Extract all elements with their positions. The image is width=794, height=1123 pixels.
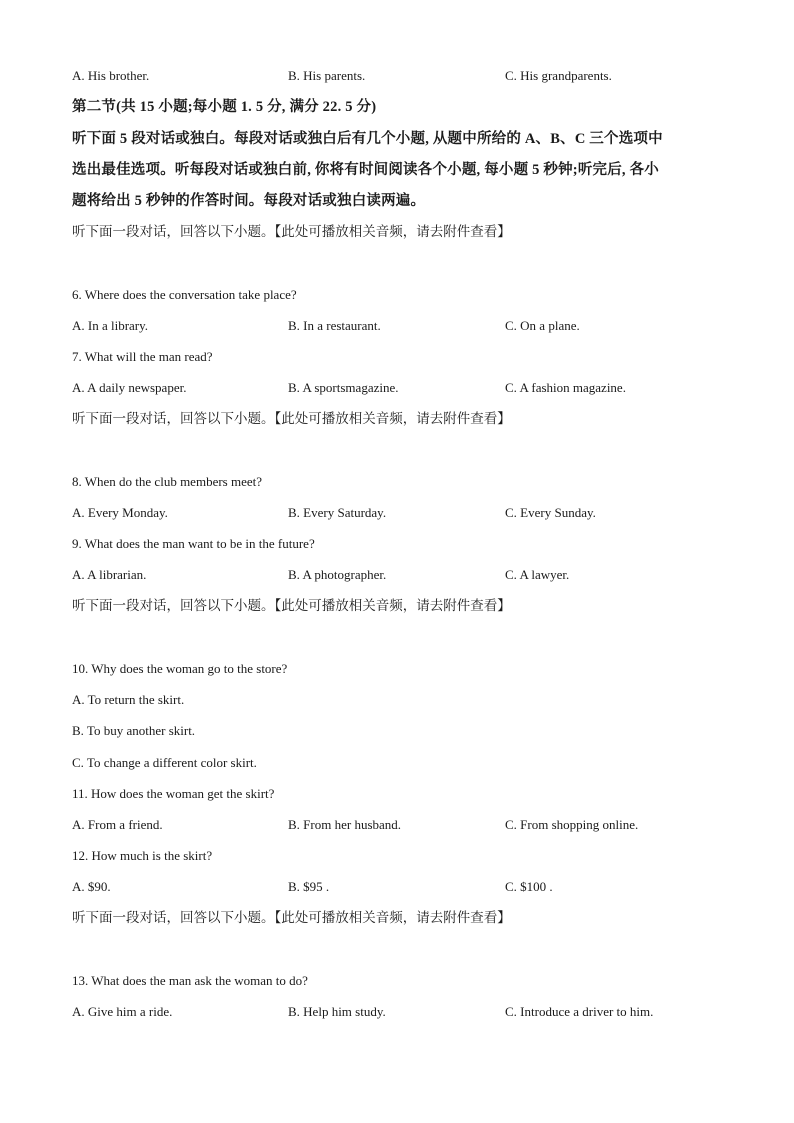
- option-a: A. In a library.: [72, 318, 149, 333]
- question-7-options: [0, 380, 794, 396]
- question-8-options: [0, 505, 794, 521]
- option-b: B. From her husband.: [288, 817, 402, 832]
- option-c: C. Introduce a driver to him.: [505, 1004, 654, 1019]
- option-a: A. A daily newspaper.: [72, 380, 187, 395]
- question-6-options: [0, 318, 794, 334]
- question-10-option-a: A. To return the skirt.: [72, 692, 185, 707]
- option-b: B. His parents.: [288, 68, 366, 83]
- option-b: B. In a restaurant.: [288, 318, 381, 333]
- question-11: 11. How does the woman get the skirt?: [72, 786, 275, 801]
- option-a: A. $90.: [72, 879, 111, 894]
- option-a: A. Give him a ride.: [72, 1004, 173, 1019]
- option-c: C. From shopping online.: [505, 817, 639, 832]
- option-a: A. A librarian.: [72, 567, 147, 582]
- question-9-options: [0, 567, 794, 583]
- question-10-option-c: C. To change a different color skirt.: [72, 755, 257, 770]
- question-5-options: [0, 68, 794, 84]
- section-instruction-line-1: 听下面 5 段对话或独白。每段对话或独白后有几个小题, 从题中所给的 A、B、C 三个选项中: [72, 131, 663, 147]
- section-heading: 第二节(共 15 小题;每小题 1. 5 分, 满分 22. 5 分): [72, 99, 377, 115]
- option-a: A. From a friend.: [72, 817, 163, 832]
- option-c: C. His grandparents.: [505, 68, 612, 83]
- option-a: A. Every Monday.: [72, 505, 168, 520]
- question-10: 10. Why does the woman go to the store?: [72, 661, 288, 676]
- question-13: 13. What does the man ask the woman to do?: [72, 973, 308, 988]
- dialogue-prompt-2: 听下面一段对话，回答以下小题。【此处可播放相关音频，请去附件查看】: [72, 411, 511, 426]
- question-10-option-b: B. To buy another skirt.: [72, 723, 196, 738]
- question-7: 7. What will the man read?: [72, 349, 213, 364]
- question-9: 9. What does the man want to be in the future?: [72, 536, 315, 551]
- option-c: C. On a plane.: [505, 318, 580, 333]
- option-b: B. Every Saturday.: [288, 505, 387, 520]
- question-6: 6. Where does the conversation take place?: [72, 287, 297, 302]
- dialogue-prompt-4: 听下面一段对话，回答以下小题。【此处可播放相关音频，请去附件查看】: [72, 910, 511, 925]
- option-b: B. $95 .: [288, 879, 330, 894]
- section-instruction-line-3: 题将给出 5 秒钟的作答时间。每段对话或独白读两遍。: [72, 193, 426, 209]
- question-11-options: [0, 817, 794, 833]
- option-b: B. A photographer.: [288, 567, 387, 582]
- question-13-options: [0, 1004, 794, 1020]
- option-c: C. A lawyer.: [505, 567, 570, 582]
- option-b: B. Help him study.: [288, 1004, 386, 1019]
- option-a: A. His brother.: [72, 68, 150, 83]
- question-8: 8. When do the club members meet?: [72, 474, 263, 489]
- option-c: C. A fashion magazine.: [505, 380, 626, 395]
- question-12: 12. How much is the skirt?: [72, 848, 213, 863]
- question-12-options: [0, 879, 794, 895]
- option-c: C. Every Sunday.: [505, 505, 596, 520]
- option-c: C. $100 .: [505, 879, 553, 894]
- section-instruction-line-2: 选出最佳选项。听每段对话或独白前, 你将有时间阅读各个小题, 每小题 5 秒钟;听完后, 各小: [72, 162, 659, 178]
- dialogue-prompt-1: 听下面一段对话，回答以下小题。【此处可播放相关音频，请去附件查看】: [72, 224, 511, 239]
- option-b: B. A sportsmagazine.: [288, 380, 399, 395]
- dialogue-prompt-3: 听下面一段对话，回答以下小题。【此处可播放相关音频，请去附件查看】: [72, 598, 511, 613]
